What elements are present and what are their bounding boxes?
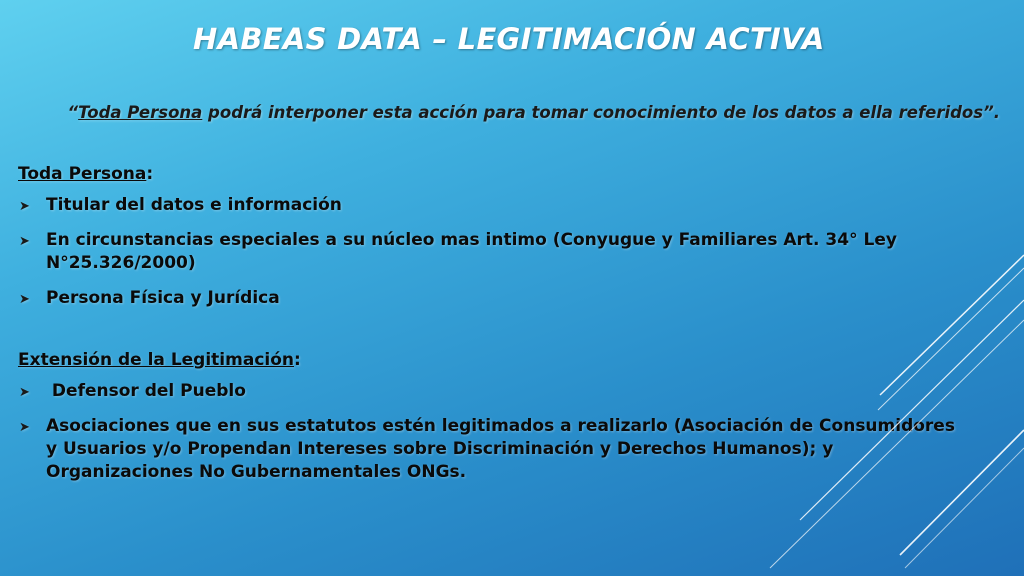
list-item-text: En circunstancias especiales a su núcleo mas intimo (Conyugue y Familiares Art. 34° Ley N°25.326/2000)	[46, 230, 897, 273]
quote-paragraph	[60, 100, 1000, 125]
arrowhead-bullet-icon: ➤	[19, 199, 30, 214]
arrowhead-bullet-icon: ➤	[19, 385, 30, 400]
arrowhead-bullet-icon: ➤	[19, 234, 30, 249]
bullet-list-extension	[18, 380, 968, 484]
section-heading-toda-persona	[18, 163, 968, 186]
section-heading-colon: :	[294, 350, 301, 370]
list-item-text: Defensor del Pueblo	[46, 381, 246, 401]
arrowhead-bullet-icon: ➤	[19, 292, 30, 307]
quote-text: podrá interponer esta acción para tomar conocimiento de los datos a ella referidos”.	[202, 103, 1000, 122]
bullet-list-toda-persona	[18, 194, 968, 310]
section-heading-colon: :	[146, 164, 154, 184]
quote-underlined-term: Toda Persona	[78, 103, 203, 122]
list-item	[18, 287, 968, 310]
slide-body	[18, 163, 968, 496]
list-item-text: Titular del datos e información	[46, 195, 342, 215]
section-spacer	[18, 322, 968, 349]
list-item	[18, 194, 968, 217]
slide-title: HABEAS DATA – LEGITIMACIÓN ACTIVA	[193, 22, 825, 56]
list-item	[18, 415, 968, 484]
section-heading-text: Toda Persona	[18, 164, 147, 184]
quote-open-mark: “	[67, 103, 79, 122]
list-item	[18, 229, 968, 275]
list-item-text: Asociaciones que en sus estatutos estén legitimados a realizarlo (Asociación de Consumidores y Usuarios y/o Propendan Intereses sobre Discriminación y Derechos Humanos); y Organizaciones No Gubernamentales ONGs.	[46, 416, 955, 482]
list-item	[18, 380, 968, 403]
list-item-text: Persona Física y Jurídica	[46, 288, 280, 308]
arrowhead-bullet-icon: ➤	[19, 420, 30, 435]
section-heading-text: Extensión de la Legitimación	[18, 350, 295, 370]
section-heading-extension	[18, 349, 968, 372]
